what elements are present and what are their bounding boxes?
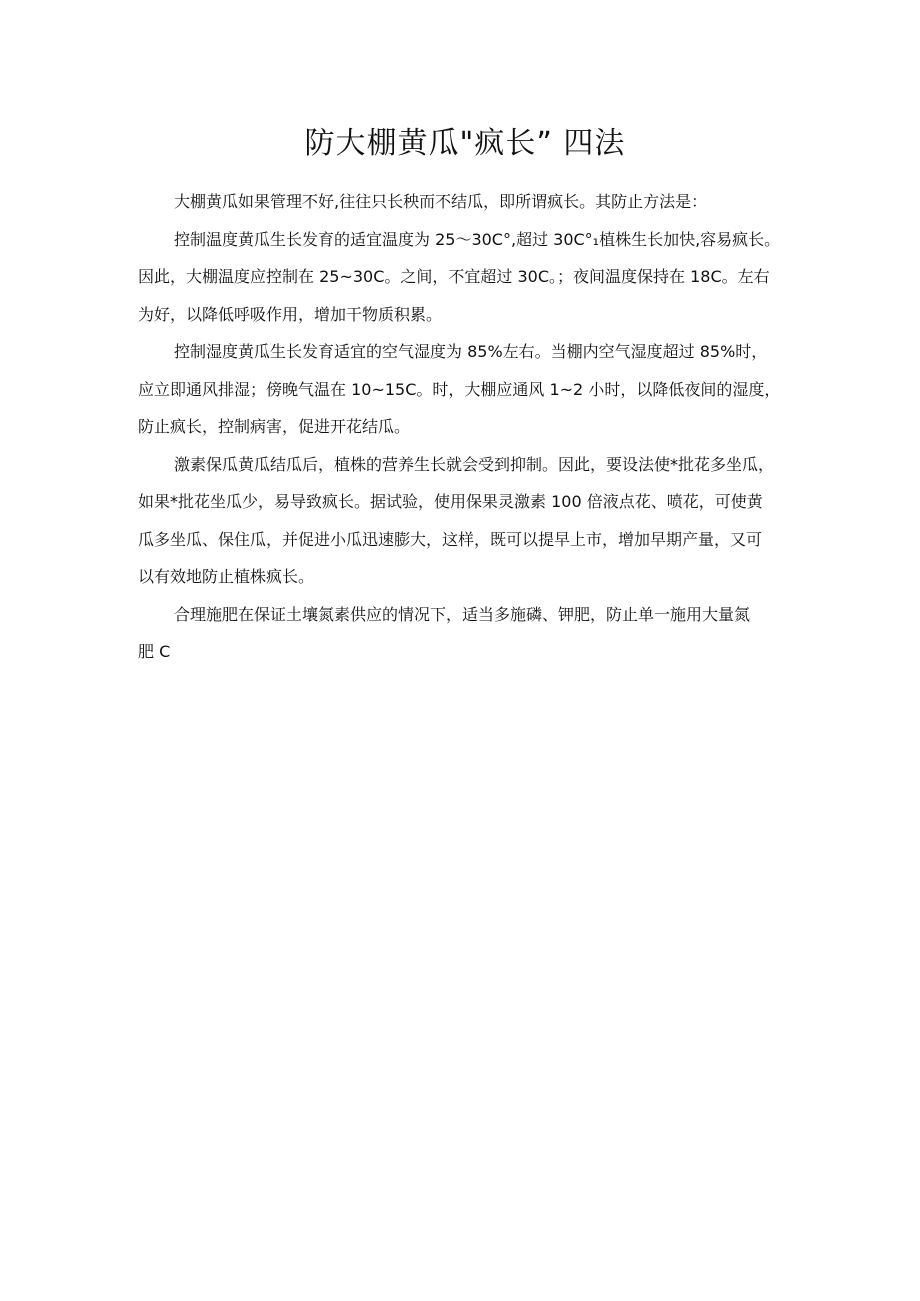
paragraph-line: 控制湿度黄瓜生长发育适宜的空气湿度为 85%左右。当棚内空气湿度超过 85%时， (174, 342, 768, 361)
paragraph-temperature (138, 221, 798, 334)
paragraph-line: 以有效地防止植株疯长。 (138, 567, 315, 586)
paragraph-line: 应立即通风排湿；傍晚气温在 10~15C。时，大棚应通风 1~2 小时，以降低夜间的湿度， (138, 379, 781, 399)
document-body (138, 183, 798, 671)
paragraph-line: 瓜多坐瓜、保住瓜，并促进小瓜迅速膨大，这样，既可以提早上市，增加早期产量，又可 (138, 529, 763, 549)
paragraph-humidity (138, 333, 798, 446)
paragraph-fertilizer (138, 596, 798, 671)
paragraph-line: 激素保瓜黄瓜结瓜后，植株的营养生长就会受到抑制。因此，要设法使*批花多坐瓜， (174, 454, 775, 474)
paragraph-hormone (138, 446, 798, 596)
paragraph-line: 因此，大棚温度应控制在 25~30C。之间，不宜超过 30C。；夜间温度保持在 18C。左右 (138, 267, 770, 286)
paragraph-line: 肥 C (138, 642, 171, 661)
paragraph-line: 控制温度黄瓜生长发育的适宜温度为 25～30C°,超过 30C°₁植株生长加快,容易疯长。 (174, 229, 781, 249)
paragraph-line: 如果*批花坐瓜少，易导致疯长。据试验，使用保果灵激素 100 倍液点花、喷花，可使黄 (138, 492, 763, 511)
paragraph-intro (138, 183, 798, 221)
paragraph-line: 合理施肥在保证土壤氮素供应的情况下，适当多施磷、钾肥，防止单一施用大量氮 (174, 604, 751, 624)
paragraph-line: 防止疯长，控制病害，促进开花结瓜。 (138, 417, 411, 436)
paragraph-line: 大棚黄瓜如果管理不好,往往只长秧而不结瓜，即所谓疯长。其防止方法是： (174, 192, 708, 211)
document-title: 防大棚黄瓜"疯长” 四法 (304, 126, 626, 161)
paragraph-line: 为好，以降低呼吸作用，增加干物质积累。 (138, 304, 443, 324)
